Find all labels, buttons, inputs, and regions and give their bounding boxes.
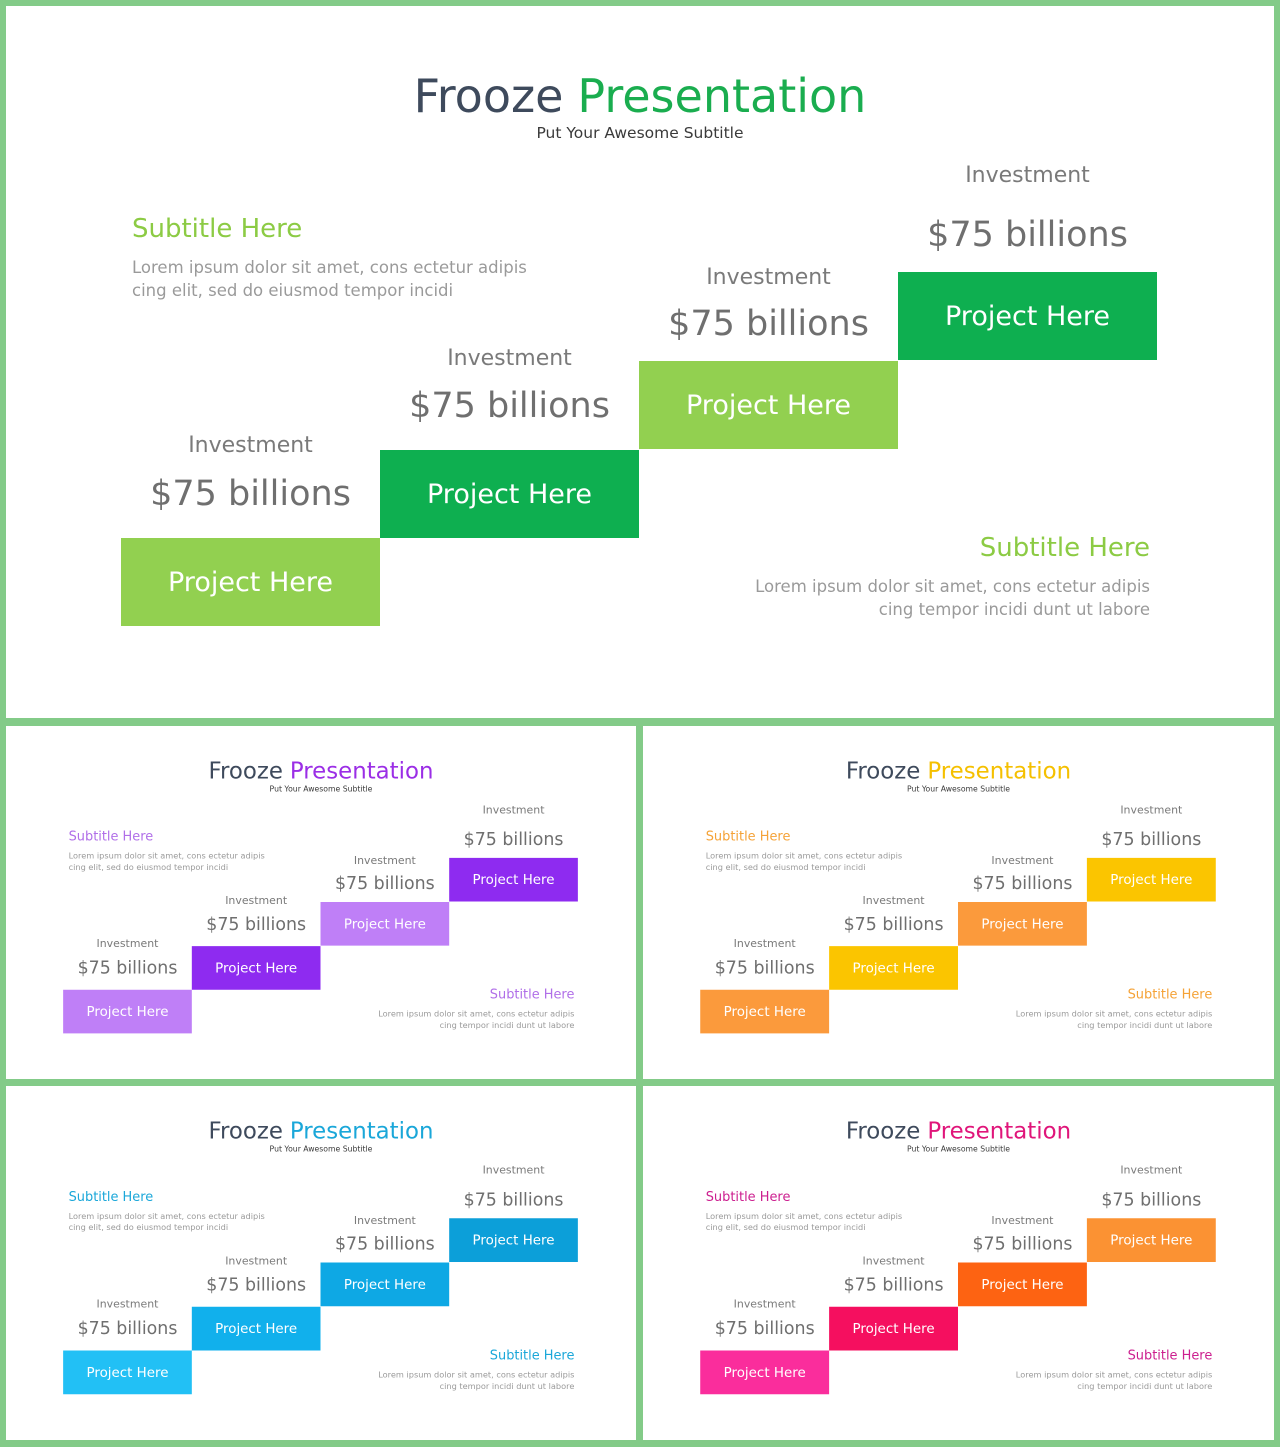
investment-amount: $75 billions xyxy=(77,1318,178,1339)
investment-label: Investment xyxy=(862,894,925,907)
investment-label: Investment xyxy=(1120,803,1183,817)
investment-amount: $75 billions xyxy=(927,215,1128,255)
slide-title xyxy=(6,1116,636,1146)
slide-subtitle: Put Your Awesome Subtitle xyxy=(906,1144,1011,1154)
project-step-2[interactable]: Project Here xyxy=(829,946,958,990)
investment-label: Investment xyxy=(991,1214,1054,1228)
investment-label: Investment xyxy=(482,1164,545,1177)
slide-4[interactable] xyxy=(6,1086,636,1440)
investment-amount: $75 billions xyxy=(334,873,435,894)
slide-title xyxy=(643,1116,1274,1146)
title-accent: Presentation xyxy=(577,69,867,123)
title-accent: Presentation xyxy=(289,757,434,785)
project-step-4[interactable]: Project Here xyxy=(898,272,1157,360)
investment-label: Investment xyxy=(353,1214,416,1228)
project-step-1[interactable]: Project Here xyxy=(63,990,192,1034)
slide-subtitle: Put Your Awesome Subtitle xyxy=(906,784,1011,794)
right-subtitle-heading: Subtitle Here xyxy=(1127,1348,1213,1363)
slide-subtitle: Put Your Awesome Subtitle xyxy=(536,124,744,142)
title-main: Frooze xyxy=(208,1117,283,1145)
right-subtitle-heading: Subtitle Here xyxy=(979,533,1150,563)
left-subtitle-heading: Subtitle Here xyxy=(705,829,791,844)
investment-amount: $75 billions xyxy=(972,873,1073,894)
slide-content xyxy=(6,6,1274,718)
investment-amount: $75 billions xyxy=(714,958,815,978)
investment-amount: $75 billions xyxy=(206,1274,307,1295)
left-subtitle-heading: Subtitle Here xyxy=(705,1189,791,1205)
slide-title xyxy=(6,66,1274,126)
project-step-3[interactable]: Project Here xyxy=(321,1263,450,1307)
left-subtitle-body: Lorem ipsum dolor sit amet, cons ectetur adipis cing elit, sed do eiusmod tempor incidi xyxy=(68,850,265,872)
project-step-2[interactable]: Project Here xyxy=(829,1307,958,1351)
right-subtitle-body: Lorem ipsum dolor sit amet, cons ectetur adipis cing tempor incidi dunt ut labore xyxy=(755,577,1150,619)
left-subtitle-body: Lorem ipsum dolor sit amet, cons ectetur adipis cing elit, sed do eiusmod tempor incidi xyxy=(705,850,903,872)
investment-label: Investment xyxy=(862,1255,925,1268)
project-step-1[interactable]: Project Here xyxy=(700,990,829,1034)
right-subtitle-heading: Subtitle Here xyxy=(1127,987,1213,1003)
investment-amount: $75 billions xyxy=(843,914,944,935)
investment-amount: $75 billions xyxy=(972,1234,1073,1255)
title-main: Frooze xyxy=(208,757,283,785)
investment-amount: $75 billions xyxy=(714,1318,815,1339)
investment-label: Investment xyxy=(96,937,159,951)
project-step-1[interactable]: Project Here xyxy=(121,538,380,626)
investment-label: Investment xyxy=(733,1298,796,1311)
investment-amount: $75 billions xyxy=(77,958,178,978)
investment-amount: $75 billions xyxy=(334,1234,435,1255)
slide-title xyxy=(643,756,1274,786)
project-step-4[interactable]: Project Here xyxy=(449,858,578,902)
slide-content xyxy=(6,726,636,1079)
investment-label: Investment xyxy=(482,803,545,817)
slide-title xyxy=(6,756,636,786)
left-subtitle-heading: Subtitle Here xyxy=(132,214,303,244)
investment-label: Investment xyxy=(733,937,796,951)
investment-amount: $75 billions xyxy=(463,829,564,850)
investment-label: Investment xyxy=(706,265,831,290)
project-step-3[interactable]: Project Here xyxy=(321,902,450,946)
slide-5[interactable] xyxy=(643,1086,1274,1440)
investment-amount: $75 billions xyxy=(150,474,351,514)
investment-amount: $75 billions xyxy=(668,304,869,344)
investment-amount: $75 billions xyxy=(463,1189,564,1210)
slide-content xyxy=(6,1086,636,1440)
project-step-4[interactable]: Project Here xyxy=(449,1218,578,1262)
title-accent: Presentation xyxy=(289,1117,434,1145)
project-step-1[interactable]: Project Here xyxy=(700,1351,829,1395)
title-main: Frooze xyxy=(413,69,564,123)
project-step-2[interactable]: Project Here xyxy=(380,450,639,538)
project-step-3[interactable]: Project Here xyxy=(958,902,1087,946)
project-step-3[interactable]: Project Here xyxy=(958,1263,1087,1307)
left-subtitle-body: Lorem ipsum dolor sit amet, cons ectetur adipis cing elit, sed do eiusmod tempor incidi xyxy=(68,1211,265,1233)
slide-subtitle: Put Your Awesome Subtitle xyxy=(269,1144,373,1154)
right-subtitle-heading: Subtitle Here xyxy=(489,987,575,1003)
left-subtitle-body: Lorem ipsum dolor sit amet, cons ectetur adipis cing elit, sed do eiusmod tempor incidi xyxy=(132,258,527,300)
investment-label: Investment xyxy=(188,433,313,458)
investment-label: Investment xyxy=(447,346,572,371)
right-subtitle-heading: Subtitle Here xyxy=(489,1348,575,1363)
left-subtitle-body: Lorem ipsum dolor sit amet, cons ectetur adipis cing elit, sed do eiusmod tempor incidi xyxy=(705,1211,903,1233)
left-subtitle-heading: Subtitle Here xyxy=(68,1189,154,1205)
title-main: Frooze xyxy=(845,757,921,785)
project-step-4[interactable]: Project Here xyxy=(1087,858,1216,902)
slide-subtitle: Put Your Awesome Subtitle xyxy=(269,784,373,794)
right-subtitle-body: Lorem ipsum dolor sit amet, cons ectetur adipis cing tempor incidi dunt ut labore xyxy=(1015,1009,1213,1030)
project-step-3[interactable]: Project Here xyxy=(639,361,898,449)
investment-label: Investment xyxy=(225,894,288,907)
investment-label: Investment xyxy=(965,163,1090,188)
investment-label: Investment xyxy=(96,1298,159,1311)
right-subtitle-body: Lorem ipsum dolor sit amet, cons ectetur adipis cing tempor incidi dunt ut labore xyxy=(378,1009,575,1030)
project-step-4[interactable]: Project Here xyxy=(1087,1218,1216,1262)
right-subtitle-body: Lorem ipsum dolor sit amet, cons ectetur adipis cing tempor incidi dunt ut labore xyxy=(1015,1369,1213,1391)
left-subtitle-heading: Subtitle Here xyxy=(68,829,154,844)
title-main: Frooze xyxy=(845,1117,921,1145)
slide-content xyxy=(643,726,1274,1079)
investment-amount: $75 billions xyxy=(206,914,307,935)
slide-content xyxy=(643,1086,1274,1440)
slide-1[interactable] xyxy=(6,6,1274,718)
title-accent: Presentation xyxy=(927,1117,1072,1145)
investment-label: Investment xyxy=(353,854,416,867)
project-step-2[interactable]: Project Here xyxy=(192,946,321,990)
project-step-2[interactable]: Project Here xyxy=(192,1307,321,1351)
project-step-1[interactable]: Project Here xyxy=(63,1351,192,1395)
slide-2[interactable] xyxy=(6,726,636,1079)
investment-label: Investment xyxy=(225,1255,288,1268)
investment-amount: $75 billions xyxy=(1101,829,1202,850)
slide-3[interactable] xyxy=(643,726,1274,1079)
investment-label: Investment xyxy=(1120,1164,1183,1177)
right-subtitle-body: Lorem ipsum dolor sit amet, cons ectetur adipis cing tempor incidi dunt ut labore xyxy=(378,1369,575,1391)
title-accent: Presentation xyxy=(927,757,1072,785)
investment-amount: $75 billions xyxy=(409,386,610,426)
investment-label: Investment xyxy=(991,854,1054,867)
investment-amount: $75 billions xyxy=(843,1274,944,1295)
investment-amount: $75 billions xyxy=(1101,1189,1202,1210)
